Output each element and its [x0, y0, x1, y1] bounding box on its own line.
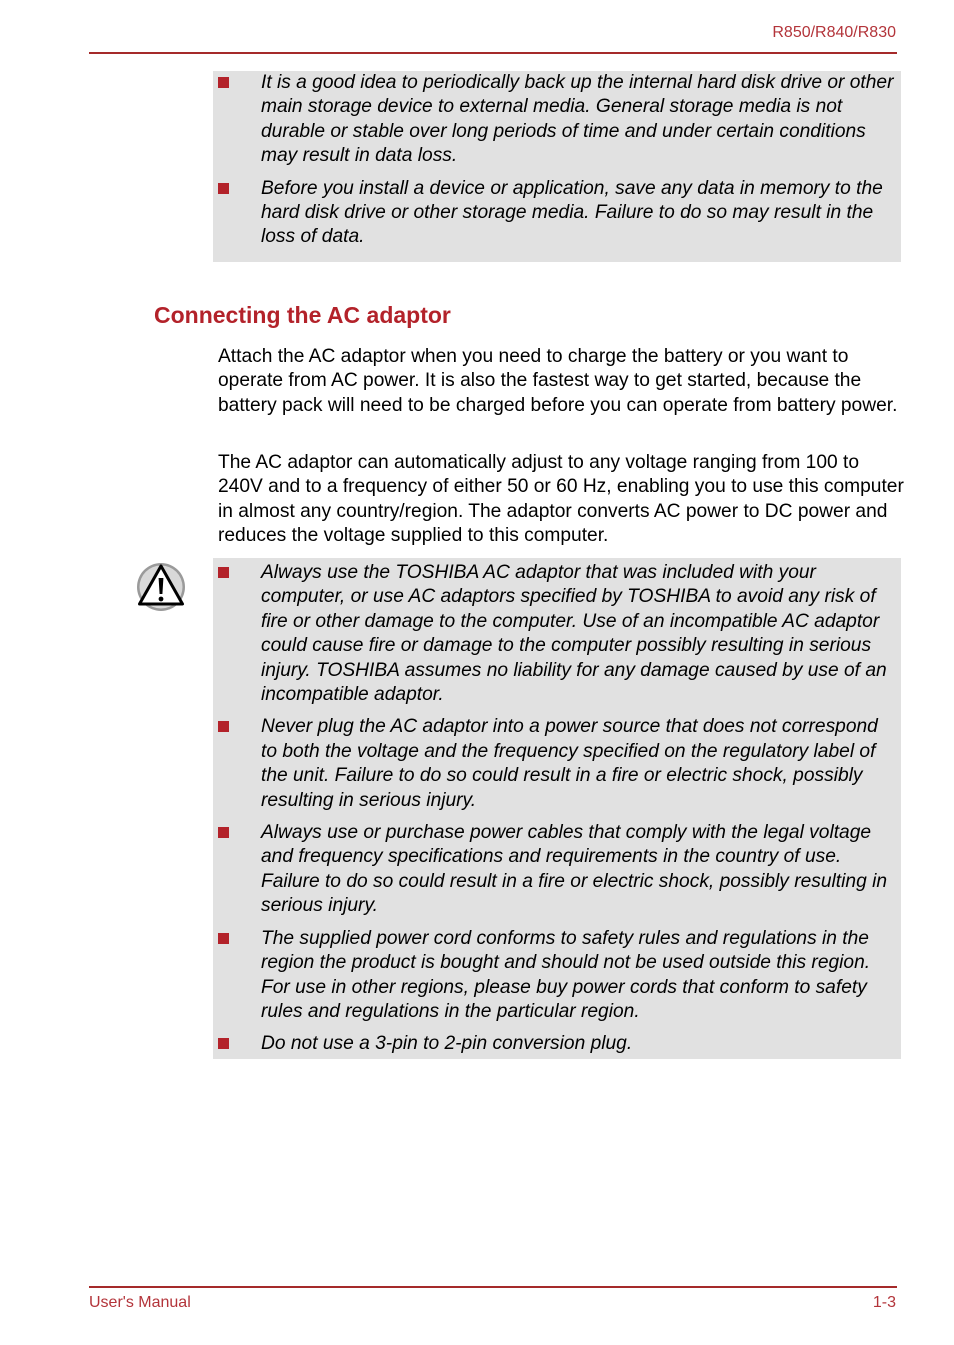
square-bullet-icon — [218, 1038, 229, 1049]
note-item — [261, 177, 895, 250]
warning-item — [261, 715, 895, 813]
warning-item-text: Always use the TOSHIBA AC adaptor that was included with your computer, or use AC adaptors specified by TOSHIBA to avoid any risk of fire or other damage to the computer. Use of an incompatible AC adaptor could cause fire or damage to the computer possibly resulting in serious injury. TOSHIBA assumes no liability for any damage caused by use of an incompatible adaptor. — [261, 562, 887, 706]
warning-item — [261, 927, 895, 1025]
warning-triangle-icon — [135, 561, 187, 613]
warning-item — [261, 561, 895, 707]
warning-item-text: The supplied power cord conforms to safety rules and regulations in the region the product is bought and should not be used outside this region. For use in other regions, please buy power cords that conform to safety rules and regulations in the particular region. — [261, 927, 871, 1022]
page-number: 1-3 — [872, 1294, 896, 1311]
header-divider — [89, 52, 897, 54]
square-bullet-icon — [218, 827, 229, 838]
warning-item — [261, 1032, 895, 1056]
warning-item-text: Do not use a 3-pin to 2-pin conversion plug. — [261, 1033, 633, 1055]
warning-item-text: Never plug the AC adaptor into a power source that does not correspond to both the voltage and the frequency specified on the regulatory label of the unit. Failure to do so could result in a fire or electric shock, possibly resulting in serious injury. — [261, 716, 878, 811]
note-item — [261, 71, 895, 169]
warning-note-box — [213, 558, 901, 1059]
warning-item-text: Always use or purchase power cables that comply with the legal voltage and frequency specifications and requirements in the country of use. Failure to do so could result in a fire or electric shock, possibly resulting in serious injury. — [261, 822, 888, 917]
body-paragraph: The AC adaptor can automatically adjust to any voltage ranging from 100 to 240V and to a frequency of either 50 or 60 Hz, enabling you to use this computer in almost any country/region. The adaptor converts AC power to DC power and reduces the voltage supplied to this computer. — [218, 452, 904, 547]
square-bullet-icon — [218, 183, 229, 194]
body-paragraph: Attach the AC adaptor when you need to charge the battery or you want to operate from AC power. It is also the fastest way to get started, because the battery pack will need to be charged before you can operate from battery power. — [218, 346, 898, 416]
square-bullet-icon — [218, 933, 229, 944]
footer-divider — [89, 1286, 897, 1288]
note-item-text: It is a good idea to periodically back up the internal hard disk drive or other main storage device to external media. General storage media is not durable or stable over long periods of time and under certain conditions may result in data loss. — [261, 72, 894, 167]
warning-item — [261, 821, 895, 919]
square-bullet-icon — [218, 721, 229, 732]
section-title: Connecting the AC adaptor — [154, 302, 451, 328]
footer-manual-title: User's Manual — [89, 1294, 191, 1311]
note-item-text: Before you install a device or application, save any data in memory to the hard disk drive or other storage media. Failure to do so may result in the loss of data. — [261, 177, 883, 248]
info-note-box — [213, 71, 901, 262]
square-bullet-icon — [218, 77, 229, 88]
header-model-name: R850/R840/R830 — [772, 24, 896, 41]
square-bullet-icon — [218, 567, 229, 578]
